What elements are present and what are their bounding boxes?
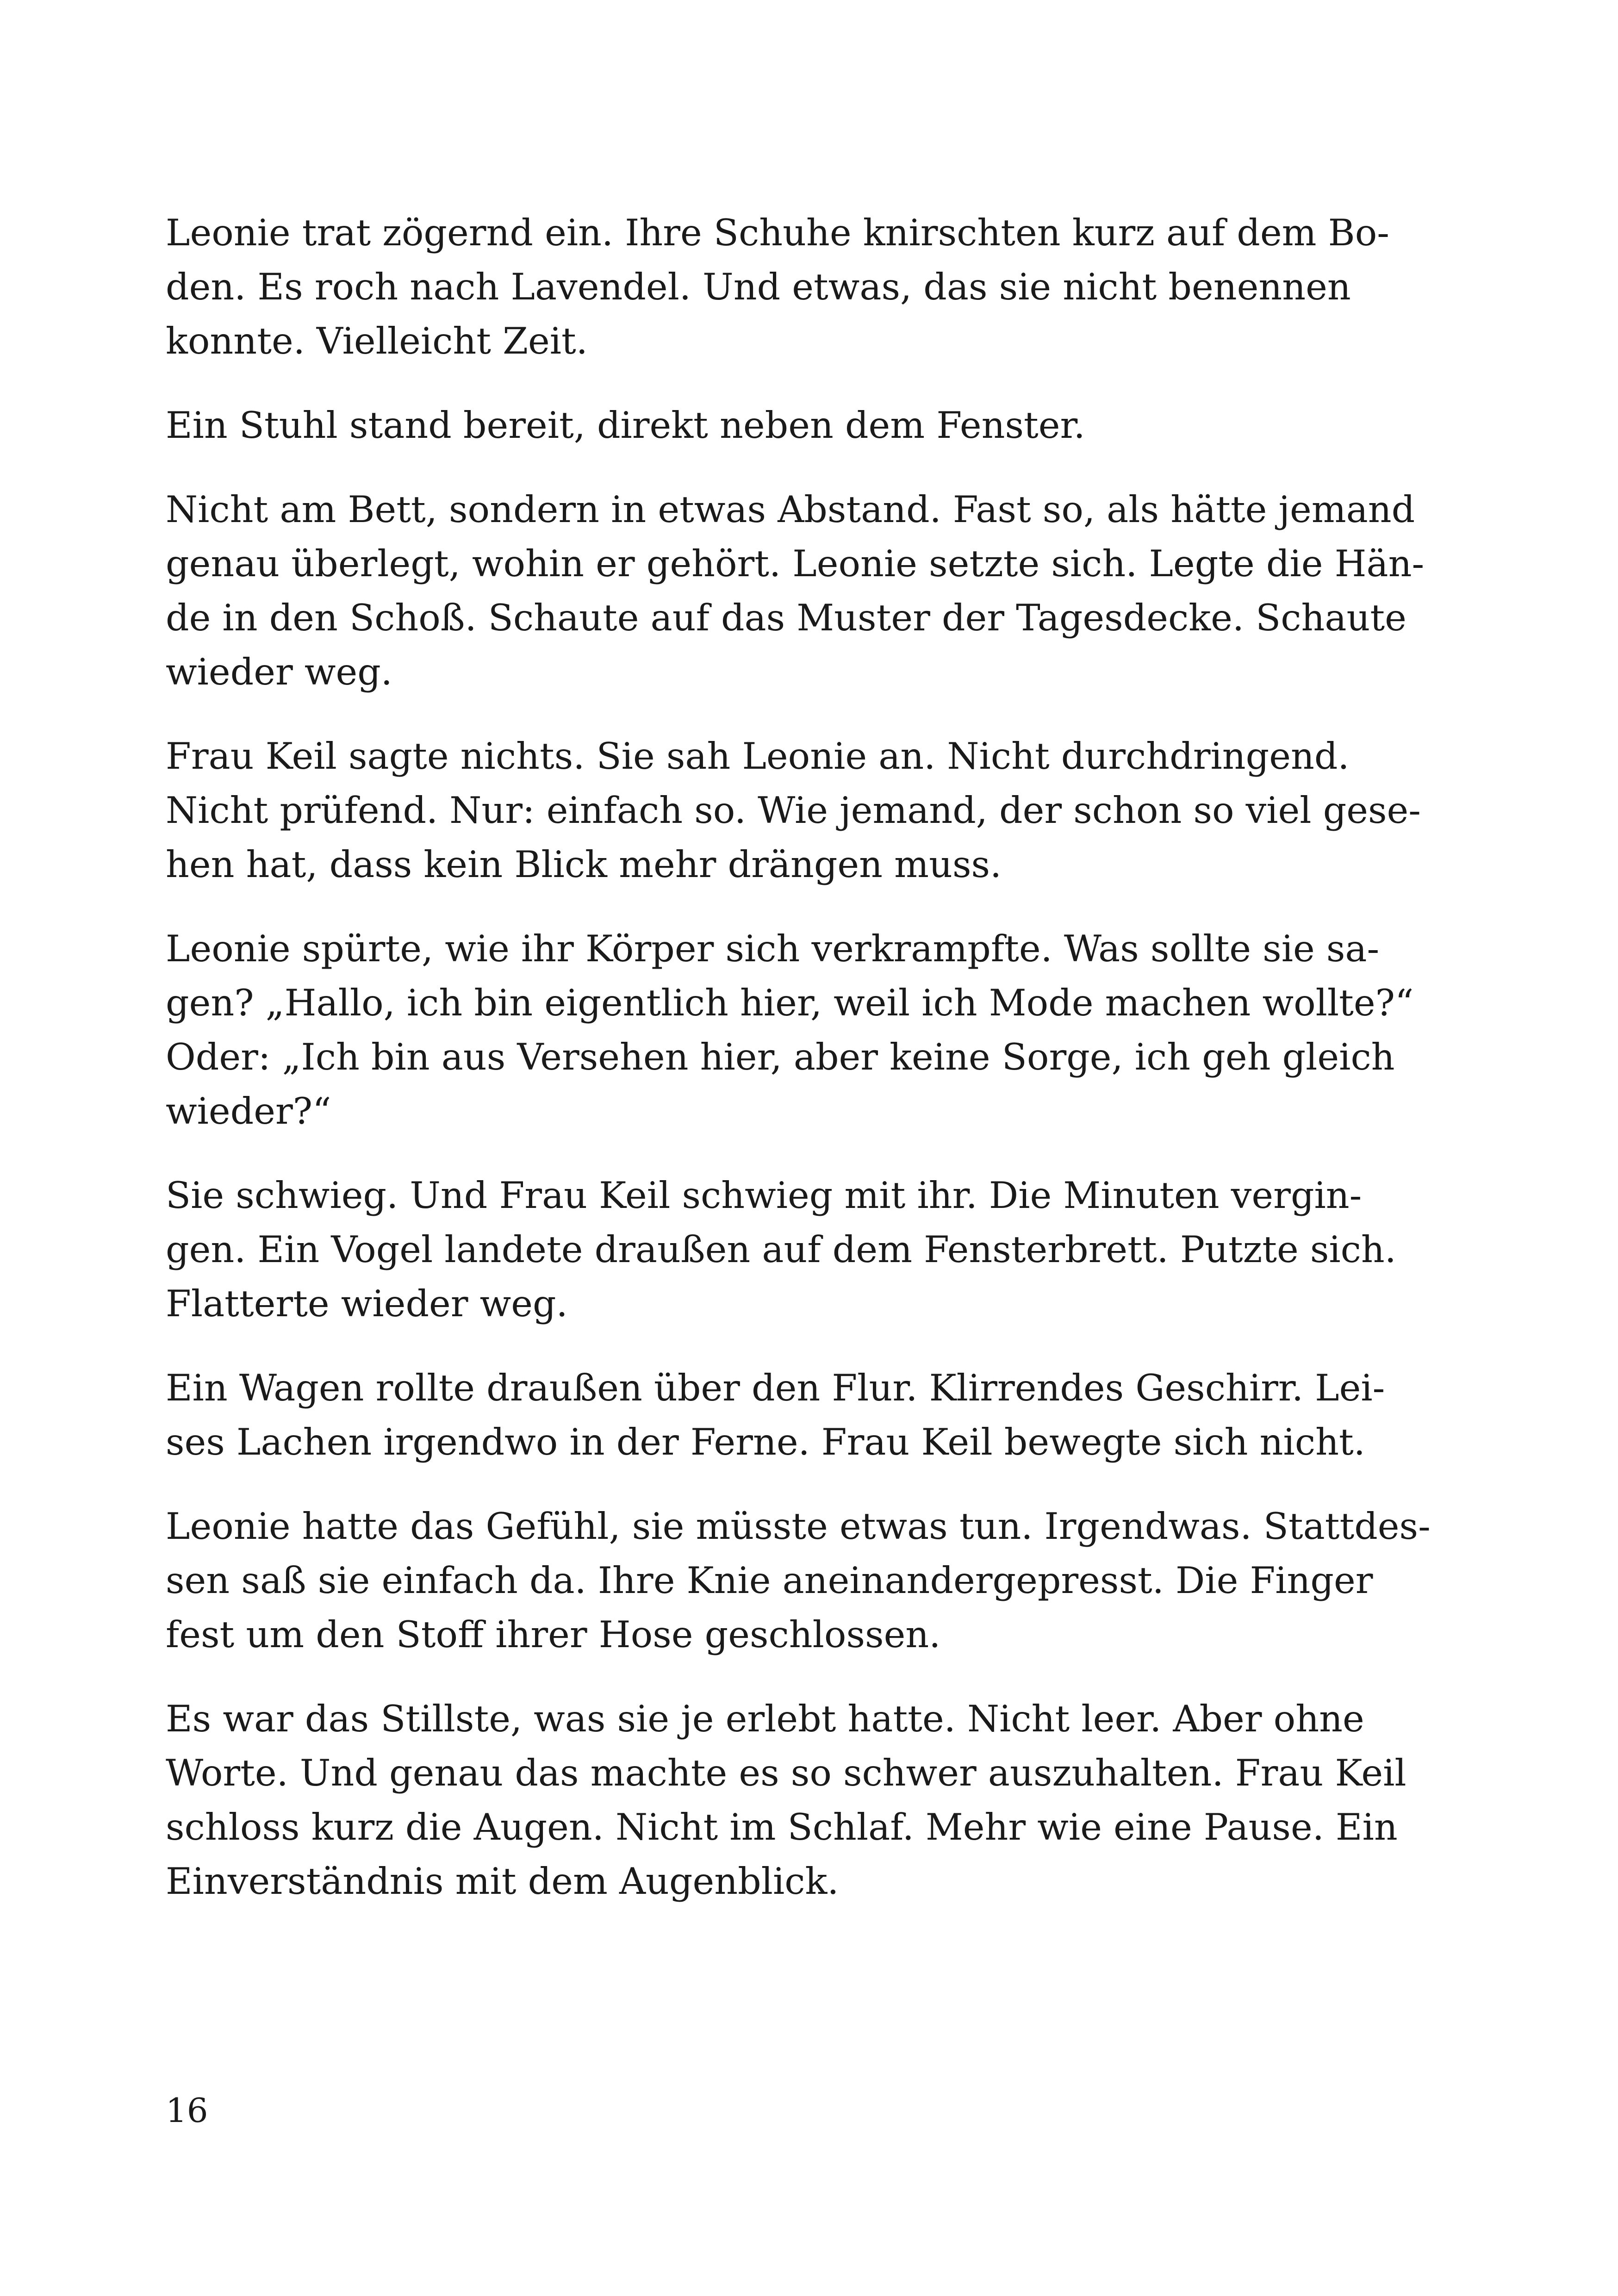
text-line: gen? „Hallo, ich bin eigentlich hier, weil ich Mode machen wollte?“ bbox=[166, 982, 1414, 1024]
paragraph bbox=[166, 398, 1452, 453]
paragraph bbox=[166, 1169, 1452, 1331]
text-line: Leonie hatte das Gefühl, sie müsste etwas tun. Irgendwas. Stattdes- bbox=[166, 1505, 1431, 1548]
text-line: wieder weg. bbox=[166, 651, 392, 693]
body-text bbox=[166, 206, 1452, 1939]
paragraph bbox=[166, 206, 1452, 368]
text-line: Nicht prüfend. Nur: einfach so. Wie jemand, der schon so viel gese- bbox=[166, 789, 1421, 832]
text-line: schloss kurz die Augen. Nicht im Schlaf. Mehr wie eine Pause. Ein bbox=[166, 1806, 1398, 1848]
text-line: ses Lachen irgendwo in der Ferne. Frau Keil bewegte sich nicht. bbox=[166, 1421, 1365, 1463]
paragraph bbox=[166, 1361, 1452, 1469]
paragraph bbox=[166, 729, 1452, 892]
text-line: Es war das Stillste, was sie je erlebt hatte. Nicht leer. Aber ohne bbox=[166, 1698, 1364, 1740]
text-line: Sie schwieg. Und Frau Keil schwieg mit ihr. Die Minuten vergin- bbox=[166, 1174, 1362, 1217]
paragraph bbox=[166, 1692, 1452, 1909]
text-line: genau überlegt, wohin er gehört. Leonie setzte sich. Legte die Hän- bbox=[166, 542, 1425, 585]
page-number: 16 bbox=[166, 2091, 208, 2130]
text-line: Einverständnis mit dem Augenblick. bbox=[166, 1860, 839, 1903]
text-line: de in den Schoß. Schaute auf das Muster der Tagesdecke. Schaute bbox=[166, 597, 1406, 639]
text-line: den. Es roch nach Lavendel. Und etwas, das sie nicht benennen bbox=[166, 266, 1351, 308]
paragraph bbox=[166, 1500, 1452, 1662]
paragraph bbox=[166, 483, 1452, 699]
text-line: Worte. Und genau das machte es so schwer auszuhalten. Frau Keil bbox=[166, 1752, 1406, 1794]
text-line: Flatterte wieder weg. bbox=[166, 1282, 568, 1325]
text-line: Leonie trat zögernd ein. Ihre Schuhe knirschten kurz auf dem Bo- bbox=[166, 212, 1389, 254]
text-line: Ein Wagen rollte draußen über den Flur. Klirrendes Geschirr. Lei- bbox=[166, 1367, 1385, 1409]
text-line: fest um den Stoff ihrer Hose geschlossen. bbox=[166, 1613, 941, 1656]
text-line: hen hat, dass kein Blick mehr drängen muss. bbox=[166, 843, 1002, 886]
text-line: konnte. Vielleicht Zeit. bbox=[166, 320, 588, 362]
text-line: Leonie spürte, wie ihr Körper sich verkrampfte. Was sollte sie sa- bbox=[166, 927, 1380, 970]
text-line: Frau Keil sagte nichts. Sie sah Leonie an. Nicht durchdringend. bbox=[166, 735, 1350, 778]
text-line: wieder?“ bbox=[166, 1090, 331, 1132]
text-line: Oder: „Ich bin aus Versehen hier, aber keine Sorge, ich geh gleich bbox=[166, 1036, 1395, 1078]
text-line: gen. Ein Vogel landete draußen auf dem Fensterbrett. Putzte sich. bbox=[166, 1228, 1396, 1271]
text-line: sen saß sie einfach da. Ihre Knie aneinandergepresst. Die Finger bbox=[166, 1559, 1373, 1602]
text-line: Ein Stuhl stand bereit, direkt neben dem Fenster. bbox=[166, 404, 1085, 447]
text-line: Nicht am Bett, sondern in etwas Abstand. Fast so, als hätte jemand bbox=[166, 488, 1415, 531]
paragraph bbox=[166, 922, 1452, 1139]
